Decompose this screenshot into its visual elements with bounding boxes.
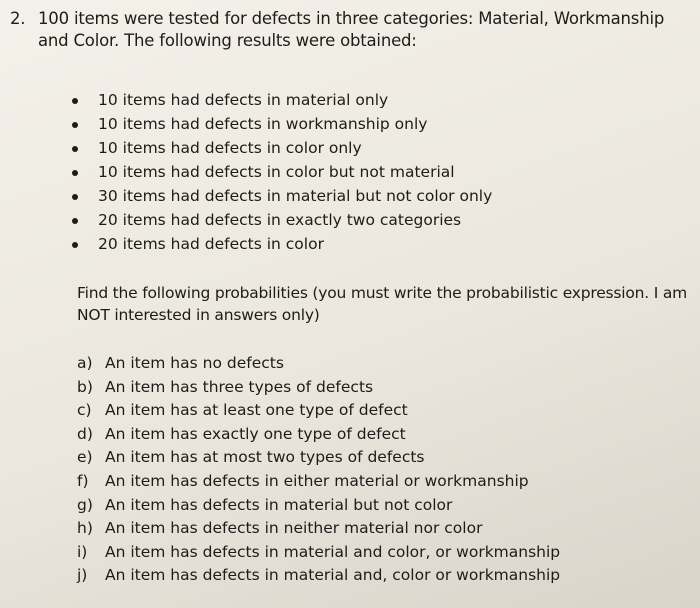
bullet-icon	[72, 218, 78, 224]
instructions-text: Find the following probabilities (you must write the probabilistic expression. I am NOT interested in answers only)	[77, 284, 688, 324]
bullet-text: 30 items had defects in material but not color only	[98, 187, 493, 205]
question-item	[77, 376, 560, 400]
problem-intro-line-1: 100 items were tested for defects in three categories: Material, Workmanship	[38, 9, 665, 28]
question-letter: a)	[77, 354, 93, 372]
question-item	[77, 541, 560, 565]
question-text: An item has exactly one type of defect	[105, 424, 406, 443]
questions-list	[77, 352, 560, 588]
question-letter: d)	[77, 424, 93, 443]
question-text: An item has three types of defects	[105, 377, 374, 396]
bullet-text: 20 items had defects in exactly two categories	[98, 211, 462, 229]
bullet-text: 10 items had defects in color only	[98, 139, 362, 157]
question-item	[77, 446, 560, 470]
question-letter: f)	[77, 471, 89, 490]
question-letter: g)	[77, 495, 93, 514]
question-item	[77, 352, 560, 376]
question-letter: i)	[77, 542, 88, 561]
question-text: An item has at least one type of defect	[105, 401, 408, 420]
question-letter: j)	[77, 566, 88, 585]
bullet-icon	[72, 146, 78, 152]
question-text: An item has at most two types of defects	[105, 448, 425, 467]
list-item	[68, 160, 492, 184]
bullet-text: 10 items had defects in workmanship only	[98, 115, 428, 133]
question-item	[77, 517, 560, 541]
bullet-icon	[72, 170, 78, 176]
question-item	[77, 564, 560, 588]
problem-number: 2.	[10, 9, 26, 28]
bullet-text: 10 items had defects in material only	[98, 91, 389, 109]
question-text: An item has defects in material but not color	[105, 495, 453, 514]
question-text: An item has defects in either material or workmanship	[105, 471, 529, 490]
list-item	[68, 232, 492, 256]
question-letter: c)	[77, 401, 92, 420]
bullet-icon	[72, 122, 78, 128]
question-item	[77, 423, 560, 447]
question-text: An item has defects in material and color, or workmanship	[105, 542, 561, 561]
question-letter: h)	[77, 519, 93, 538]
problem-intro-line-2: and Color. The following results were obtained:	[38, 31, 417, 50]
question-text: An item has defects in neither material nor color	[105, 519, 483, 538]
list-item	[68, 88, 492, 112]
list-item	[68, 112, 492, 136]
list-item	[68, 208, 492, 232]
bullet-text: 20 items had defects in color	[98, 235, 324, 253]
bullet-icon	[72, 194, 78, 200]
list-item	[68, 184, 492, 208]
bullet-icon	[72, 98, 78, 104]
problem-statement	[10, 8, 690, 52]
question-text: An item has defects in material and, color or workmanship	[105, 566, 561, 585]
given-results-list	[68, 88, 492, 256]
list-item	[68, 136, 492, 160]
question-item	[77, 399, 560, 423]
question-item	[77, 470, 560, 494]
question-text: An item has no defects	[105, 354, 284, 372]
bullet-text: 10 items had defects in color but not material	[98, 163, 455, 181]
question-letter: e)	[77, 448, 93, 467]
question-letter: b)	[77, 377, 93, 396]
question-item	[77, 494, 560, 518]
bullet-icon	[72, 242, 78, 248]
